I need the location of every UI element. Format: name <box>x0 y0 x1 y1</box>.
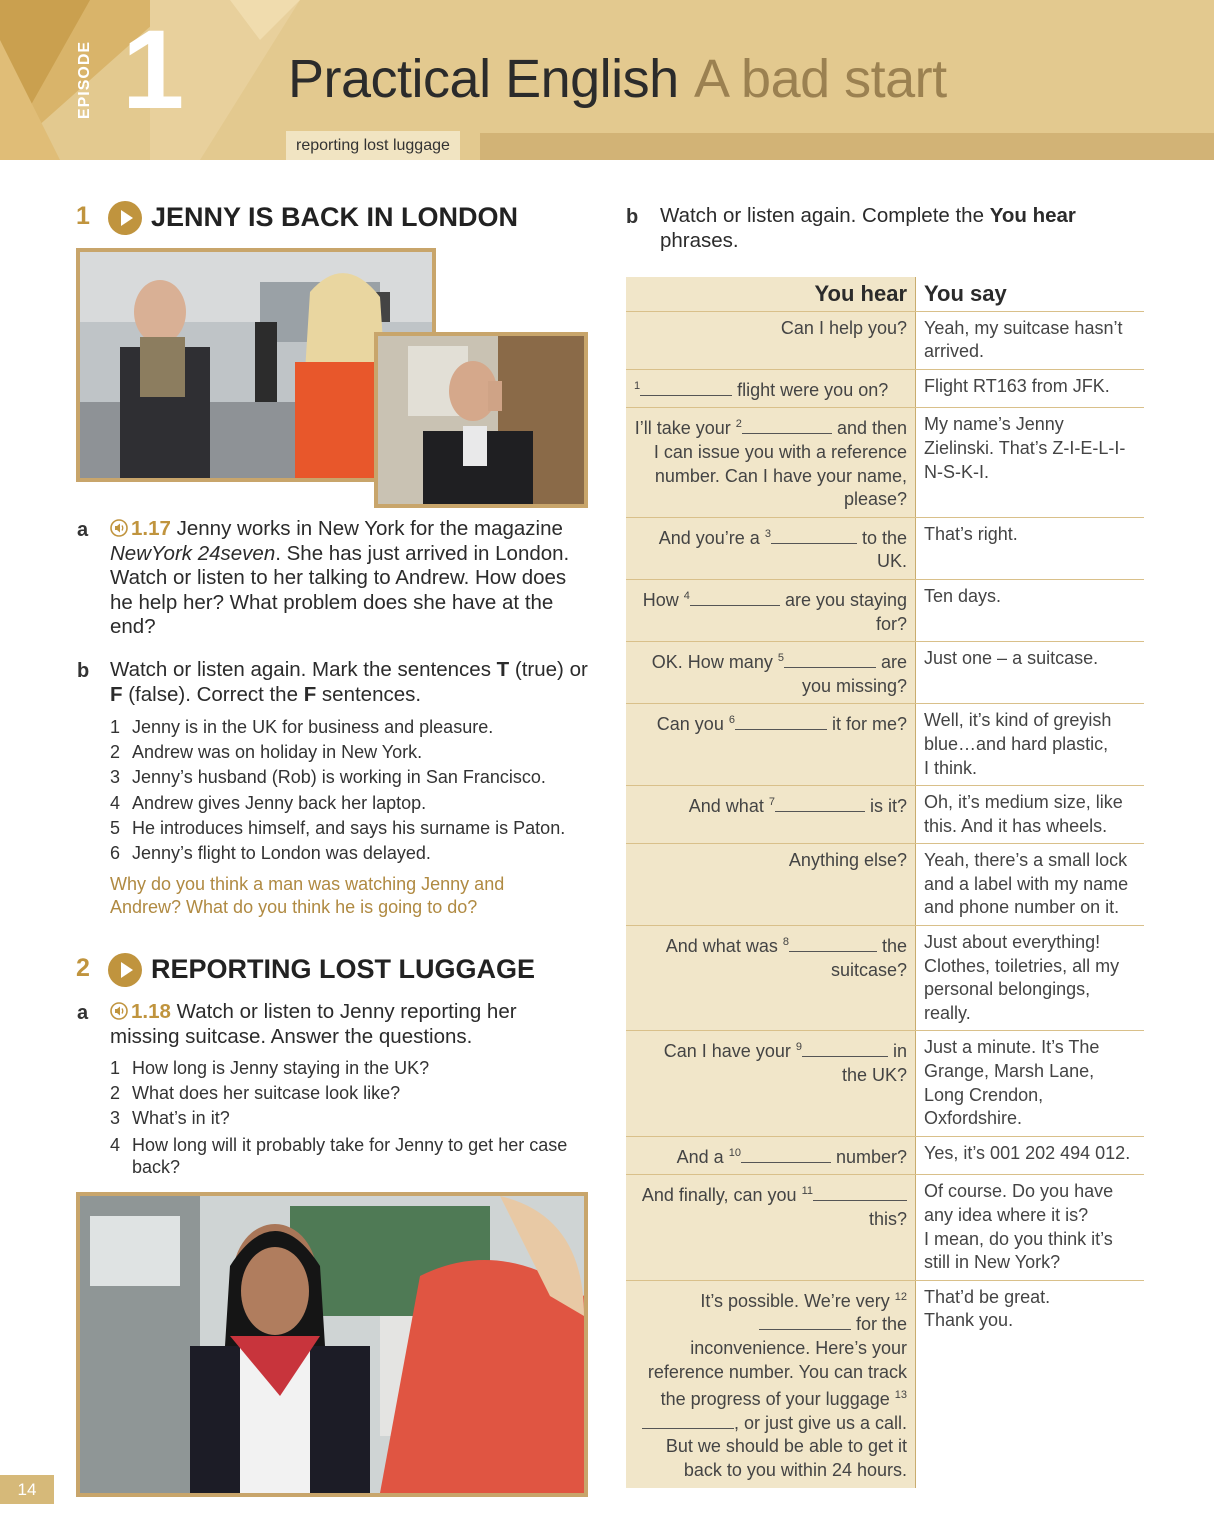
answer-blank[interactable] <box>735 715 827 730</box>
answer-blank[interactable] <box>771 529 857 544</box>
answer-blank[interactable] <box>784 653 876 668</box>
table-row <box>626 704 1144 786</box>
say-cell: My name’s Jenny Zielinski. That’s Z-I-E-L-I-N-S-K-I. <box>916 408 1144 517</box>
list-item: 2 Andrew was on holiday in New York. <box>110 742 423 763</box>
say-cell: Yes, it’s 001 202 494 012. <box>916 1136 1144 1175</box>
photo-airport-desk <box>76 1192 588 1497</box>
answer-blank[interactable] <box>789 937 877 952</box>
answer-blank[interactable] <box>759 1315 851 1330</box>
hear-cell: And what $^7$ is it? <box>626 786 916 844</box>
list-item: 4 How long will it probably take for Jenny to get her case back? <box>110 1134 568 1177</box>
play-icon[interactable] <box>108 953 142 987</box>
topic-strip <box>480 133 1214 160</box>
true-false-list <box>110 715 590 866</box>
list-item: 6 Jenny’s flight to London was delayed. <box>110 843 431 864</box>
say-cell: Oh, it’s medium size, like this. And it has wheels. <box>916 786 1144 844</box>
exercise-1b-text: Watch or listen again. Mark the sentences T (true) or F (false). Correct the F sentences. <box>110 658 588 706</box>
list-item: 3 Jenny’s husband (Rob) is working in San Francisco. <box>110 767 546 788</box>
hear-cell: Can I help you? <box>626 311 916 369</box>
audio-track[interactable]: 1.18 <box>110 1000 171 1023</box>
list-item: 4 Andrew gives Jenny back her laptop. <box>110 792 427 813</box>
say-cell: That’d be great. Thank you. <box>924 1286 1051 1331</box>
table-row <box>626 1031 1144 1136</box>
hear-cell: And what was $^8$ the suitcase? <box>626 926 916 1031</box>
section-1-number: 1 <box>76 202 90 230</box>
episode-label: EPISODE <box>76 40 93 120</box>
table-header <box>626 277 1144 311</box>
hear-cell: OK. How many $^5$ are you missing? <box>626 642 916 704</box>
hear-cell: How $^4$ are you staying for? <box>626 579 916 641</box>
table-row <box>626 311 1144 369</box>
table-row <box>626 517 1144 579</box>
exercise-1a-text: 1.17 Jenny works in New York for the magazine NewYork 24seven. She has just arrived in London. Watch or listen to her talking to Andrew. How does he help her? What problem does she have at the end? <box>110 517 570 638</box>
audio-track[interactable]: 1.17 <box>110 517 171 540</box>
say-cell: Yeah, my suitcase hasn’t arrived. <box>916 311 1144 369</box>
speaker-icon <box>110 519 128 537</box>
answer-blank[interactable] <box>813 1186 907 1201</box>
topic-tag: reporting lost luggage <box>286 131 460 160</box>
table-row <box>626 579 1144 641</box>
say-cell: Just a minute. It’s The Grange, Marsh Lane, Long Crendon, Oxfordshire. <box>916 1031 1144 1136</box>
page-number: 14 <box>0 1475 54 1504</box>
section-2-number: 2 <box>76 954 90 982</box>
answer-blank[interactable] <box>640 381 732 396</box>
table-row <box>626 844 1144 926</box>
table-row <box>626 926 1144 1031</box>
page-header <box>0 0 1214 160</box>
hear-cell: $^1$ flight were you on? <box>626 369 916 408</box>
answer-blank[interactable] <box>690 591 780 606</box>
discussion-question: Why do you think a man was watching Jenny and Andrew? What do you think he is going to do? <box>110 874 505 917</box>
say-cell: That’s right. <box>916 517 1144 579</box>
exercise-letter-b: b <box>77 660 90 682</box>
list-item: 1 Jenny is in the UK for business and pleasure. <box>110 717 494 737</box>
table-row <box>626 408 1144 517</box>
table-row <box>626 369 1144 408</box>
exercise-2a-text: 1.18 Watch or listen to Jenny reporting her missing suitcase. Answer the questions. <box>110 1000 517 1048</box>
list-item: 2 What does her suitcase look like? <box>110 1083 401 1104</box>
list-item: 3 What’s in it? <box>110 1108 230 1129</box>
table-row <box>626 642 1144 704</box>
column-you-say: You say <box>916 277 1144 311</box>
hear-cell: And finally, can you $^{11}$ this? <box>626 1175 916 1280</box>
exercise-letter-a: a <box>77 1002 89 1024</box>
say-cell: Flight RT163 from JFK. <box>916 369 1144 408</box>
say-cell: Of course. Do you have any idea where it is? I mean, do you think it’s still in New York? <box>916 1175 1144 1280</box>
answer-blank[interactable] <box>775 797 865 812</box>
table-row <box>626 1175 1144 1280</box>
speaker-icon <box>110 1002 128 1020</box>
answer-blank[interactable] <box>642 1414 734 1429</box>
say-cell: Yeah, there’s a small lock and a label with my name and phone number on it. <box>916 844 1144 926</box>
hear-cell: I’ll take your $^2$ and then I can issue you with a reference number. Can I have your name, please? <box>626 408 916 517</box>
phrases-table <box>626 277 1144 1488</box>
exercise-letter-a: a <box>77 519 89 541</box>
play-icon[interactable] <box>108 201 142 235</box>
hear-cell: And you’re a $^3$ to the UK. <box>626 517 916 579</box>
exercise-letter-b: b <box>626 206 639 228</box>
page-subtitle: A bad start <box>694 49 947 109</box>
section-2-title: REPORTING LOST LUGGAGE <box>151 954 536 984</box>
section-1-title: JENNY IS BACK IN LONDON <box>151 202 519 232</box>
page-title: Practical English <box>288 49 679 109</box>
hear-cell: Can I have your $^9$ in the UK? <box>626 1031 916 1136</box>
column-you-hear: You hear <box>626 277 916 311</box>
episode-number: 1 <box>122 7 185 132</box>
table-row <box>626 1136 1144 1175</box>
say-cell: Just about everything! Clothes, toiletries, all my personal belongings, really. <box>916 926 1144 1031</box>
questions-list <box>110 1056 580 1178</box>
hear-cell: And a $^{10}$ number? <box>626 1136 916 1175</box>
table-row <box>626 786 1144 844</box>
list-item: 5 He introduces himself, and says his surname is Paton. <box>110 817 566 838</box>
answer-blank[interactable] <box>742 419 832 434</box>
say-cell: Ten days. <box>916 579 1144 641</box>
hear-cell: Can you $^6$ it for me? <box>626 704 916 786</box>
photo-man-phone <box>374 332 588 508</box>
hear-cell: It’s possible. We’re very $^{12}$ for the inconvenience. Here’s your reference number. You can track the progress of your luggage $^{13}$, or just give us a call. But we should be able to get it back to you within 24 hours. <box>626 1280 916 1487</box>
say-cell: Just one – a suitcase. <box>916 642 1144 704</box>
table-row <box>626 1280 1144 1487</box>
exercise-2b-text: Watch or listen again. Complete the You hear phrases. <box>660 204 1076 252</box>
say-cell: Well, it’s kind of greyish blue…and hard plastic, I think. <box>916 704 1144 786</box>
answer-blank[interactable] <box>741 1148 831 1163</box>
answer-blank[interactable] <box>802 1042 888 1057</box>
list-item: 1 How long is Jenny staying in the UK? <box>110 1058 430 1078</box>
hear-cell: Anything else? <box>626 844 916 926</box>
